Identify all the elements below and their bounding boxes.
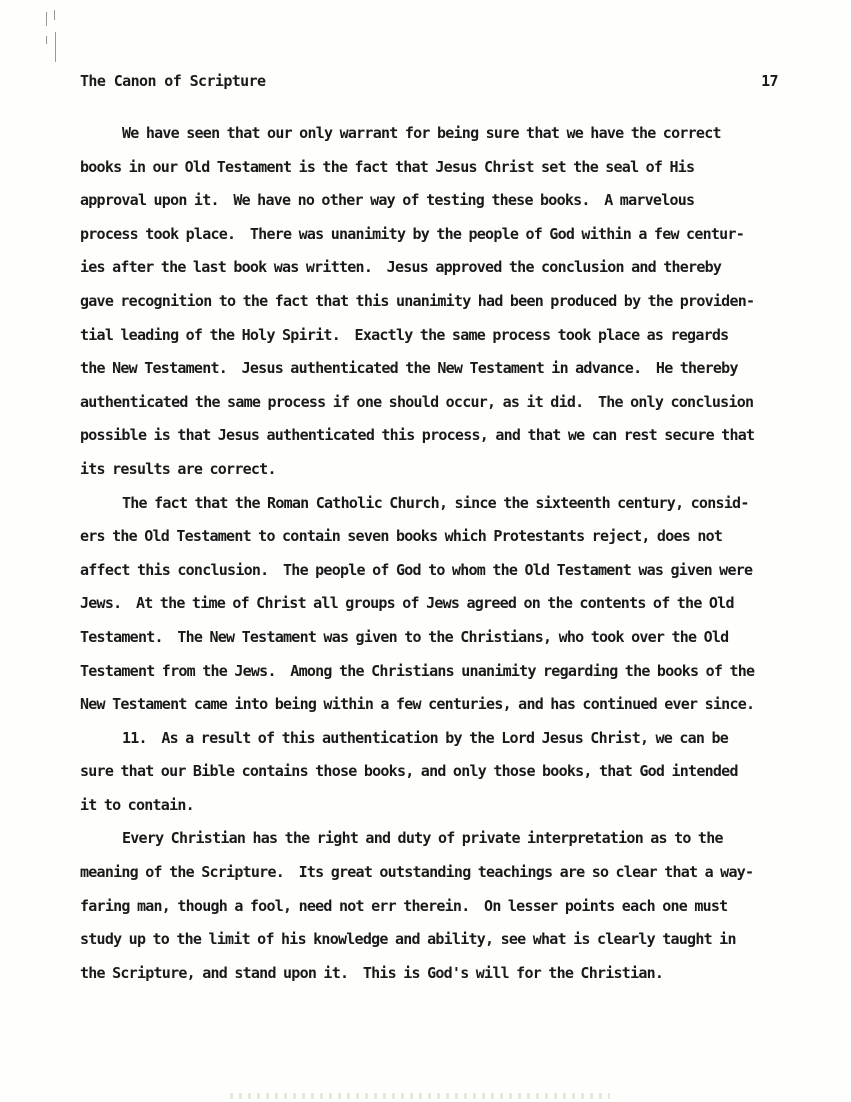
- text-line: the Scripture, and stand upon it. This is God's will for the Christian.: [80, 963, 664, 982]
- running-header: [80, 72, 778, 96]
- paragraph-2: [80, 492, 780, 727]
- text-line: approval upon it. We have no other way of testing these books. A marvelous: [80, 191, 695, 210]
- text-line: possible is that Jesus authenticated this process, and that we can rest secure that: [80, 426, 755, 445]
- text-line: faring man, though a fool, need not err therein. On lesser points each one must: [80, 896, 728, 915]
- text-line: gave recognition to the fact that this unanimity had been produced by the providen-: [80, 291, 755, 310]
- page-number: 17: [761, 72, 778, 90]
- text-line: The fact that the Roman Catholic Church, since the sixteenth century, consid-: [122, 493, 749, 512]
- text-line: Jews. At the time of Christ all groups of Jews agreed on the contents of the Old: [80, 594, 734, 613]
- text-line: authenticated the same process if one should occur, as it did. The only conclusion: [80, 392, 754, 411]
- text-line: ies after the last book was written. Jesus approved the conclusion and thereby: [80, 258, 722, 277]
- paragraph-3: [80, 727, 780, 828]
- text-line: its results are correct.: [80, 459, 276, 478]
- text-line: meaning of the Scripture. Its great outstanding teachings are so clear that a way-: [80, 863, 754, 882]
- text-line: process took place. There was unanimity by the people of God within a few centur-: [80, 224, 745, 243]
- text-line: books in our Old Testament is the fact that Jesus Christ set the seal of His: [80, 157, 695, 176]
- scan-margin-marks: [44, 8, 68, 68]
- text-line: ers the Old Testament to contain seven books which Protestants reject, does not: [80, 527, 723, 546]
- text-line: tial leading of the Holy Spirit. Exactly the same process took place as regards: [80, 325, 729, 344]
- running-header-title: The Canon of Scripture: [80, 72, 266, 90]
- text-line: the New Testament. Jesus authenticated the New Testament in advance. He thereby: [80, 359, 738, 378]
- text-line: New Testament came into being within a few centuries, and has continued ever since.: [80, 695, 755, 714]
- text-line: Testament from the Jews. Among the Christians unanimity regarding the books of the: [80, 661, 755, 680]
- paragraph-1: [80, 122, 780, 492]
- document-body: [80, 122, 780, 995]
- paragraph-4: [80, 827, 780, 995]
- text-line: 11. As a result of this authentication by the Lord Jesus Christ, we can be: [122, 728, 729, 747]
- text-line: We have seen that our only warrant for being sure that we have the correct: [122, 124, 721, 142]
- text-line: affect this conclusion. The people of God to whom the Old Testament was given were: [80, 560, 753, 579]
- text-line: Testament. The New Testament was given to the Christians, who took over the Old: [80, 627, 729, 646]
- text-line: Every Christian has the right and duty of private interpretation as to the: [122, 829, 723, 848]
- text-line: it to contain.: [80, 795, 194, 814]
- text-line: sure that our Bible contains those books, and only those books, that God intended: [80, 762, 738, 781]
- scan-artifact: [230, 1093, 610, 1099]
- text-line: study up to the limit of his knowledge and ability, see what is clearly taught in: [80, 930, 736, 949]
